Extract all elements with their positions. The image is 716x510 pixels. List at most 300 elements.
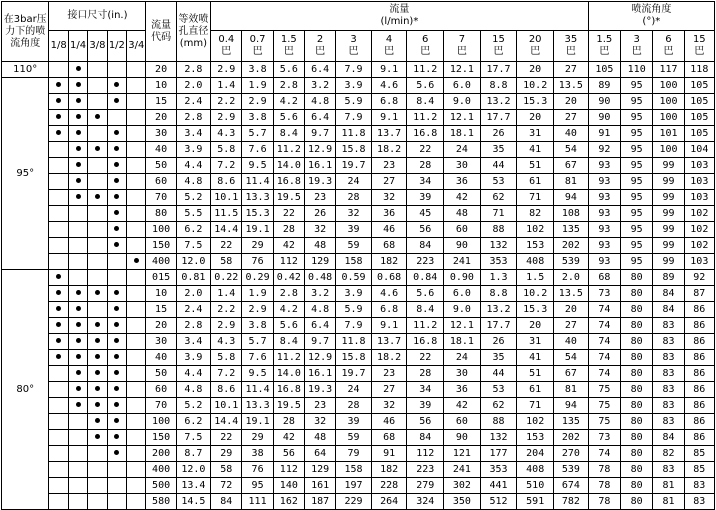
spray-angle-cell: 95: [621, 126, 653, 142]
spray-angle-cell: 103: [684, 254, 714, 270]
spray-angle-cell: 95: [621, 142, 653, 158]
available-dot-icon: [76, 146, 81, 151]
flow-value-cell: 20: [517, 62, 554, 78]
flow-value-cell: 2.9: [211, 62, 242, 78]
spray-angle-cell: 95: [621, 190, 653, 206]
flow-value-cell: 42: [273, 430, 304, 446]
flow-value-cell: 17.7: [480, 318, 517, 334]
connection-cell: [107, 222, 126, 238]
flow-value-cell: 90: [444, 238, 481, 254]
flow-value-cell: 204: [517, 446, 554, 462]
spray-angle-cell: 83: [684, 478, 714, 494]
available-dot-icon: [114, 434, 119, 439]
connection-cell: [127, 110, 146, 126]
connection-cell: [68, 254, 87, 270]
spray-angle-cell: 74: [588, 446, 620, 462]
available-dot-icon: [114, 402, 119, 407]
flow-value-cell: 11.2: [407, 62, 444, 78]
flow-value-cell: 4.6: [371, 78, 407, 94]
available-dot-icon: [56, 290, 61, 295]
flow-value-cell: 19.5: [273, 398, 304, 414]
table-row: [2, 318, 715, 334]
connection-cell: [107, 478, 126, 494]
flow-value-cell: 18.2: [371, 350, 407, 366]
flow-value-cell: 32: [371, 398, 407, 414]
flow-value-cell: 7.9: [336, 62, 372, 78]
connection-cell: [127, 206, 146, 222]
spray-angle-cell: 80: [621, 430, 653, 446]
flow-value-cell: 56: [407, 414, 444, 430]
available-dot-icon: [114, 130, 119, 135]
connection-cell: [107, 110, 126, 126]
flow-value-cell: 90: [444, 430, 481, 446]
connection-cell: [127, 270, 146, 286]
available-dot-icon: [95, 146, 100, 151]
connection-cell: [88, 126, 107, 142]
available-dot-icon: [76, 386, 81, 391]
spray-angle-cell: 75: [588, 398, 620, 414]
connection-cell: [127, 222, 146, 238]
flow-value-cell: 158: [336, 254, 372, 270]
flow-value-cell: 18.2: [371, 142, 407, 158]
flow-value-cell: 0.90: [444, 270, 481, 286]
flow-value-cell: 28: [407, 366, 444, 382]
flow-value-cell: 2.2: [211, 94, 242, 110]
group-angle-cell: 95°: [2, 78, 49, 270]
connection-cell: [107, 334, 126, 350]
header-spray-angle: 喷流角度 (°)*: [588, 2, 714, 31]
flow-value-cell: 8.4: [407, 302, 444, 318]
connection-cell: [107, 462, 126, 478]
flow-value-cell: 4.2: [273, 302, 304, 318]
connection-cell: [68, 158, 87, 174]
header-pressure-cell: 1.5 巴: [273, 31, 304, 62]
connection-cell: [49, 318, 68, 334]
flow-value-cell: 2.9: [242, 302, 273, 318]
flow-value-cell: 19.7: [336, 366, 372, 382]
connection-cell: [88, 94, 107, 110]
flow-value-cell: 782: [554, 494, 589, 510]
available-dot-icon: [114, 82, 119, 87]
flow-value-cell: 241: [444, 254, 481, 270]
available-dot-icon: [114, 210, 119, 215]
flow-value-cell: 9.7: [304, 126, 335, 142]
flow-value-cell: 51: [517, 366, 554, 382]
diameter-cell: 3.9: [176, 350, 211, 366]
flow-code-cell: 20: [146, 62, 176, 78]
connection-cell: [88, 430, 107, 446]
flow-value-cell: 30: [444, 158, 481, 174]
spray-angle-cell: 93: [588, 206, 620, 222]
available-dot-icon: [76, 290, 81, 295]
available-dot-icon: [114, 146, 119, 151]
flow-value-cell: 45: [407, 206, 444, 222]
spray-angle-cell: 89: [653, 270, 684, 286]
connection-cell: [49, 126, 68, 142]
flow-value-cell: 5.6: [407, 286, 444, 302]
table-row: [2, 110, 715, 126]
flow-value-cell: 8.4: [407, 94, 444, 110]
flow-value-cell: 14.4: [211, 414, 242, 430]
flow-code-cell: 10: [146, 78, 176, 94]
diameter-cell: 2.4: [176, 302, 211, 318]
flow-value-cell: 4.2: [273, 94, 304, 110]
flow-value-cell: 19.5: [273, 190, 304, 206]
flow-value-cell: 5.6: [273, 318, 304, 334]
spray-angle-cell: 83: [684, 494, 714, 510]
connection-cell: [68, 94, 87, 110]
flow-value-cell: 39: [407, 398, 444, 414]
connection-cell: [107, 158, 126, 174]
flow-value-cell: 132: [480, 238, 517, 254]
table-row: [2, 142, 715, 158]
available-dot-icon: [95, 322, 100, 327]
header-pressure-cell: 6 巴: [407, 31, 444, 62]
header-flow: 流量 (l/min)*: [211, 2, 589, 31]
connection-cell: [107, 414, 126, 430]
diameter-cell: 2.4: [176, 94, 211, 110]
connection-cell: [127, 174, 146, 190]
flow-value-cell: 1.4: [211, 286, 242, 302]
connection-cell: [127, 78, 146, 94]
spray-angle-cell: 81: [653, 494, 684, 510]
spray-angle-cell: 80: [621, 270, 653, 286]
flow-value-cell: 62: [480, 190, 517, 206]
flow-value-cell: 6.0: [444, 286, 481, 302]
available-dot-icon: [56, 114, 61, 119]
connection-cell: [107, 350, 126, 366]
flow-value-cell: 26: [304, 206, 335, 222]
connection-cell: [68, 270, 87, 286]
connection-cell: [127, 398, 146, 414]
connection-cell: [107, 494, 126, 510]
flow-code-cell: 60: [146, 382, 176, 398]
flow-code-cell: 500: [146, 478, 176, 494]
flow-value-cell: 0.22: [211, 270, 242, 286]
flow-value-cell: 15.8: [336, 142, 372, 158]
available-dot-icon: [76, 370, 81, 375]
header-pressure-cell: 35 巴: [554, 31, 589, 62]
spray-angle-cell: 95: [621, 78, 653, 94]
available-dot-icon: [56, 354, 61, 359]
diameter-cell: 3.9: [176, 142, 211, 158]
header-pressure-cell: 20 巴: [517, 31, 554, 62]
table-row: [2, 366, 715, 382]
spray-angle-cell: 80: [621, 318, 653, 334]
flow-value-cell: 228: [371, 478, 407, 494]
flow-value-cell: 56: [273, 446, 304, 462]
flow-value-cell: 674: [554, 478, 589, 494]
spray-angle-cell: 101: [653, 126, 684, 142]
spray-angle-cell: 80: [621, 478, 653, 494]
flow-value-cell: 32: [304, 222, 335, 238]
spray-angle-cell: 85: [684, 462, 714, 478]
available-dot-icon: [114, 194, 119, 199]
connection-cell: [68, 78, 87, 94]
spray-angle-cell: 84: [653, 430, 684, 446]
available-dot-icon: [95, 194, 100, 199]
connection-cell: [127, 158, 146, 174]
spray-angle-cell: 74: [588, 334, 620, 350]
connection-cell: [49, 414, 68, 430]
spray-angle-cell: 80: [621, 366, 653, 382]
connection-cell: [68, 382, 87, 398]
flow-value-cell: 15.3: [242, 206, 273, 222]
spray-angle-cell: 99: [653, 238, 684, 254]
flow-value-cell: 153: [517, 238, 554, 254]
flow-value-cell: 121: [444, 446, 481, 462]
spray-angle-cell: 102: [684, 238, 714, 254]
connection-cell: [49, 494, 68, 510]
connection-cell: [88, 334, 107, 350]
flow-code-cell: 70: [146, 190, 176, 206]
flow-value-cell: 7.9: [336, 110, 372, 126]
spray-angle-cell: 90: [588, 110, 620, 126]
flow-value-cell: 441: [480, 478, 517, 494]
flow-value-cell: 51: [517, 158, 554, 174]
available-dot-icon: [56, 274, 61, 279]
flow-value-cell: 6.8: [371, 302, 407, 318]
connection-cell: [49, 206, 68, 222]
connection-cell: [88, 142, 107, 158]
spray-angle-cell: 74: [588, 366, 620, 382]
diameter-cell: 6.2: [176, 222, 211, 238]
flow-value-cell: 31: [517, 126, 554, 142]
flow-value-cell: 13.7: [371, 334, 407, 350]
spray-angle-cell: 92: [684, 270, 714, 286]
connection-cell: [107, 382, 126, 398]
flow-value-cell: 182: [371, 254, 407, 270]
spray-angle-cell: 86: [684, 414, 714, 430]
spray-angle-cell: 99: [653, 254, 684, 270]
flow-code-cell: 100: [146, 414, 176, 430]
diameter-cell: 14.5: [176, 494, 211, 510]
available-dot-icon: [76, 114, 81, 119]
connection-cell: [107, 142, 126, 158]
spray-angle-cell: 80: [621, 446, 653, 462]
header-pressure-cell: 3 巴: [336, 31, 372, 62]
flow-value-cell: 11.2: [407, 318, 444, 334]
spray-angle-cell: 99: [653, 190, 684, 206]
spray-angle-cell: 87: [684, 286, 714, 302]
diameter-cell: 4.4: [176, 158, 211, 174]
flow-code-cell: 15: [146, 302, 176, 318]
header-pressure-cell: 0.7 巴: [242, 31, 273, 62]
flow-value-cell: 6.8: [371, 94, 407, 110]
spray-angle-cell: 102: [684, 222, 714, 238]
flow-value-cell: 27: [371, 382, 407, 398]
connection-cell: [49, 174, 68, 190]
connection-cell: [49, 190, 68, 206]
flow-value-cell: 30: [444, 366, 481, 382]
table-row: [2, 78, 715, 94]
flow-value-cell: 0.42: [273, 270, 304, 286]
flow-value-cell: 40: [554, 334, 589, 350]
flow-value-cell: 39: [336, 222, 372, 238]
spray-angle-cell: 91: [588, 126, 620, 142]
flow-code-cell: 580: [146, 494, 176, 510]
available-dot-icon: [56, 98, 61, 103]
available-dot-icon: [56, 306, 61, 311]
flow-value-cell: 23: [304, 190, 335, 206]
flow-value-cell: 20: [554, 302, 589, 318]
spray-angle-cell: 103: [684, 174, 714, 190]
flow-value-cell: 95: [242, 478, 273, 494]
flow-value-cell: 34: [407, 382, 444, 398]
spray-angle-cell: 95: [621, 206, 653, 222]
diameter-cell: 2.8: [176, 318, 211, 334]
connection-cell: [49, 382, 68, 398]
flow-value-cell: 5.6: [273, 110, 304, 126]
flow-value-cell: 102: [517, 414, 554, 430]
flow-code-cell: 20: [146, 110, 176, 126]
spray-angle-cell: 86: [684, 350, 714, 366]
connection-cell: [127, 382, 146, 398]
spray-angle-cell: 95: [621, 222, 653, 238]
flow-value-cell: 27: [371, 174, 407, 190]
diameter-cell: 5.2: [176, 190, 211, 206]
connection-cell: [88, 222, 107, 238]
connection-cell: [88, 446, 107, 462]
flow-value-cell: 4.6: [371, 286, 407, 302]
flow-value-cell: 68: [371, 238, 407, 254]
spray-angle-cell: 93: [588, 238, 620, 254]
table-row: [2, 270, 715, 286]
flow-value-cell: 135: [554, 414, 589, 430]
spray-angle-cell: 68: [588, 270, 620, 286]
table-row: [2, 126, 715, 142]
flow-value-cell: 14.0: [273, 366, 304, 382]
spray-angle-cell: 103: [684, 190, 714, 206]
spray-angle-cell: 75: [588, 414, 620, 430]
connection-cell: [127, 366, 146, 382]
flow-value-cell: 202: [554, 238, 589, 254]
table-row: [2, 430, 715, 446]
connection-cell: [88, 302, 107, 318]
connection-cell: [68, 414, 87, 430]
flow-value-cell: 2.9: [211, 110, 242, 126]
available-dot-icon: [114, 386, 119, 391]
flow-code-cell: 50: [146, 158, 176, 174]
flow-value-cell: 5.6: [407, 78, 444, 94]
table-row: [2, 462, 715, 478]
available-dot-icon: [76, 354, 81, 359]
diameter-cell: 13.4: [176, 478, 211, 494]
flow-value-cell: 112: [273, 462, 304, 478]
connection-cell: [68, 110, 87, 126]
connection-cell: [127, 430, 146, 446]
flow-code-cell: 20: [146, 318, 176, 334]
flow-value-cell: 20: [517, 318, 554, 334]
spray-angle-cell: 105: [588, 62, 620, 78]
flow-value-cell: 408: [517, 254, 554, 270]
flow-value-cell: 241: [444, 462, 481, 478]
available-dot-icon: [76, 338, 81, 343]
diameter-cell: 7.5: [176, 238, 211, 254]
table-row: [2, 446, 715, 462]
flow-value-cell: 3.9: [336, 286, 372, 302]
flow-code-cell: 40: [146, 142, 176, 158]
spray-angle-cell: 93: [588, 174, 620, 190]
connection-cell: [88, 174, 107, 190]
flow-value-cell: 71: [480, 206, 517, 222]
connection-cell: [107, 254, 126, 270]
table-row: [2, 302, 715, 318]
spray-angle-cell: 95: [621, 158, 653, 174]
header-size-cell: 1/8: [49, 31, 68, 62]
flow-value-cell: 11.2: [273, 142, 304, 158]
flow-value-cell: 9.0: [444, 94, 481, 110]
diameter-cell: 4.4: [176, 366, 211, 382]
diameter-cell: 7.5: [176, 430, 211, 446]
available-dot-icon: [56, 82, 61, 87]
flow-value-cell: 39: [407, 190, 444, 206]
header-diameter: 等效喷孔直径(mm): [176, 2, 211, 62]
spray-angle-cell: 117: [653, 62, 684, 78]
flow-value-cell: 2.9: [211, 318, 242, 334]
table-row: [2, 174, 715, 190]
flow-value-cell: 302: [444, 478, 481, 494]
available-dot-icon: [114, 162, 119, 167]
flow-value-cell: 17.7: [480, 110, 517, 126]
flow-value-cell: 158: [336, 462, 372, 478]
flow-value-cell: 88: [480, 222, 517, 238]
connection-cell: [88, 462, 107, 478]
connection-cell: [88, 350, 107, 366]
flow-value-cell: 135: [554, 222, 589, 238]
table-row: [2, 382, 715, 398]
connection-cell: [49, 222, 68, 238]
flow-value-cell: 5.8: [211, 350, 242, 366]
connection-cell: [88, 398, 107, 414]
flow-value-cell: 9.5: [242, 366, 273, 382]
available-dot-icon: [114, 418, 119, 423]
flow-value-cell: 11.2: [273, 350, 304, 366]
spray-angle-cell: 90: [588, 94, 620, 110]
flow-value-cell: 84: [211, 494, 242, 510]
flow-value-cell: 140: [273, 478, 304, 494]
flow-value-cell: 9.7: [304, 334, 335, 350]
flow-code-cell: 60: [146, 174, 176, 190]
spray-angle-cell: 86: [684, 430, 714, 446]
connection-cell: [88, 62, 107, 78]
table-row: [2, 238, 715, 254]
spray-angle-cell: 83: [653, 462, 684, 478]
flow-value-cell: 22: [407, 142, 444, 158]
spray-angle-cell: 78: [588, 478, 620, 494]
flow-value-cell: 8.8: [480, 78, 517, 94]
flow-code-cell: 10: [146, 286, 176, 302]
flow-value-cell: 182: [371, 462, 407, 478]
flow-value-cell: 6.4: [304, 110, 335, 126]
available-dot-icon: [76, 66, 81, 71]
header-size-cell: 3/8: [88, 31, 107, 62]
flow-value-cell: 13.2: [480, 94, 517, 110]
flow-value-cell: 162: [273, 494, 304, 510]
flow-value-cell: 64: [304, 446, 335, 462]
connection-cell: [49, 94, 68, 110]
spray-angle-cell: 110: [621, 62, 653, 78]
flow-value-cell: 177: [480, 446, 517, 462]
spray-angle-cell: 86: [684, 398, 714, 414]
flow-value-cell: 88: [480, 414, 517, 430]
flow-value-cell: 67: [554, 158, 589, 174]
spray-angle-cell: 83: [653, 414, 684, 430]
flow-value-cell: 58: [211, 462, 242, 478]
diameter-cell: 6.2: [176, 414, 211, 430]
header-flow-code: 流量代码: [146, 2, 176, 62]
flow-value-cell: 18.1: [444, 126, 481, 142]
